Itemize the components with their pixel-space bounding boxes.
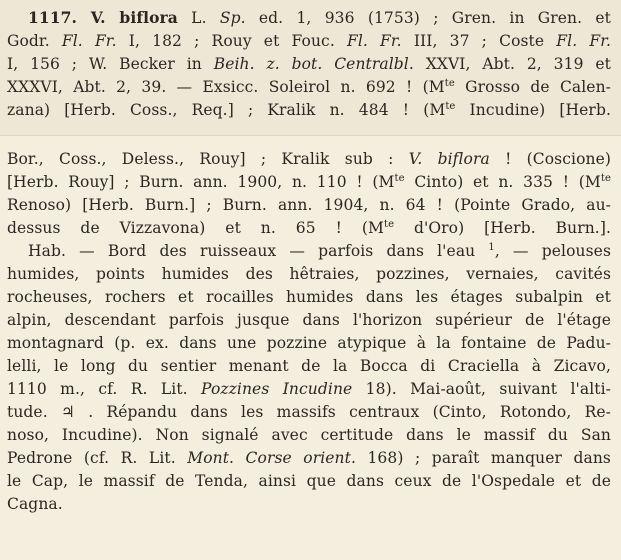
text-segment: d'Oro) [Herb. Burn.]. [394,219,611,237]
text-line [7,148,611,171]
text-line [7,286,611,309]
text-segment: lelli, le long du sentier menant de la Bocca di Craciella à Zicavo, [7,357,611,375]
text-line [7,355,611,378]
text-segment: Godr. [7,32,62,50]
text-line [7,447,611,470]
superscript: te [383,218,395,230]
text-segment: ed. 1, 936 (1753) ; Gren. in Gren. et [245,9,611,27]
text-line [7,217,611,240]
text-segment: I, 156 ; W. Becker in [7,55,214,73]
text-segment: 1110 m., cf. R. Lit. [7,380,202,398]
text-line [7,378,611,401]
italic-text: Fl. Fr. [61,32,117,50]
text-line [7,30,611,53]
italic-text: Pozzines Incudine [201,380,353,398]
italic-text: Fl. Fr. [346,32,402,50]
italic-text: Mont. Corse orient. [187,449,356,467]
text-segment: 18). Mai-août, suivant l'alti- [352,380,612,398]
italic-text: Beih. z. bot. Centralbl. [213,55,414,73]
text-segment: ! (Coscione) [489,150,612,168]
text-segment: montagnard (p. ex. dans une pozzine atypique à la fontaine de Padu- [7,334,611,352]
text-line [7,194,611,217]
text-segment: III, 37 ; Coste [401,32,557,50]
text-segment: alpin, descendant parfois jusque dans l'horizon supérieur de l'étage [7,311,611,329]
text-line [7,6,611,30]
text-line [7,493,611,516]
text-line [7,263,611,286]
text-line [7,332,611,355]
text-line [7,401,611,424]
superscript: te [394,172,405,184]
species-citation-paragraph [0,0,621,122]
text-line [7,240,611,263]
text-segment: L. [177,9,220,27]
text-segment: le Cap, le massif de Tenda, ainsi que dans ceux de l'Ospedale et de [7,472,611,490]
text-segment: Incudine) [Herb. [455,101,611,119]
superscript: te [444,77,455,89]
text-segment: tude. ♃ . Répandu dans les massifs centraux (Cinto, Rotondo, Re- [7,403,611,421]
italic-text: Sp. [219,9,246,27]
text-segment: dessus de Vizzavona) et n. 65 ! (M [7,219,384,237]
text-segment: rocheuses, rochers et rocailles humides dans les étages subalpin et [7,288,611,306]
text-segment: Cinto) et n. 335 ! (M [404,173,601,191]
text-line [7,99,611,122]
text-segment: Hab. — Bord des ruisseaux — parfois dans l'eau [28,242,489,260]
text-segment: zana) [Herb. Coss., Req.] ; Kralik n. 484 ! (M [7,101,446,119]
habitat-paragraph [0,136,621,516]
text-segment: Renoso) [Herb. Burn.] ; Burn. ann. 1904, n. 64 ! (Pointe Grado, au- [7,196,611,214]
text-line [7,470,611,493]
text-segment: Bor., Coss., Deless., Rouy] ; Kralik sub : [7,150,409,168]
bold-text: 1117. [28,8,91,27]
superscript: te [445,100,456,112]
text-segment: I, 182 ; Rouy et Fouc. [116,32,347,50]
text-segment: noso, Incudine). Non signalé avec certitude dans le massif du San [7,426,611,444]
text-segment: XXVI, Abt. 2, 319 et [413,55,611,73]
bold-text: V. biflora [90,8,178,27]
text-segment: humides, points humides des hêtraies, pozzines, vernaies, cavités [7,265,611,283]
text-clip-top [0,0,621,135]
text-segment: , — pelouses [494,242,612,260]
text-segment: Pedrone (cf. R. Lit. [7,449,188,467]
text-line [7,309,611,332]
superscript: te [600,172,611,184]
text-segment: [Herb. Rouy] ; Burn. ann. 1900, n. 110 ! (M [7,173,395,191]
superscript: 1 [488,241,495,253]
text-line [7,76,611,99]
text-line [7,53,611,76]
text-segment: 168) ; paraît manquer dans [355,449,611,467]
text-line [7,171,611,194]
text-line [7,424,611,447]
text-segment: Grosso de Calen- [454,78,611,96]
italic-text: Fl. Fr. [556,32,612,50]
text-clip-bottom [0,135,621,560]
text-segment: XXXVI, Abt. 2, 39. — Exsicc. Soleirol n. 692 ! (M [7,78,445,96]
italic-text: V. biflora [408,150,490,168]
text-segment: Cagna. [7,495,63,513]
